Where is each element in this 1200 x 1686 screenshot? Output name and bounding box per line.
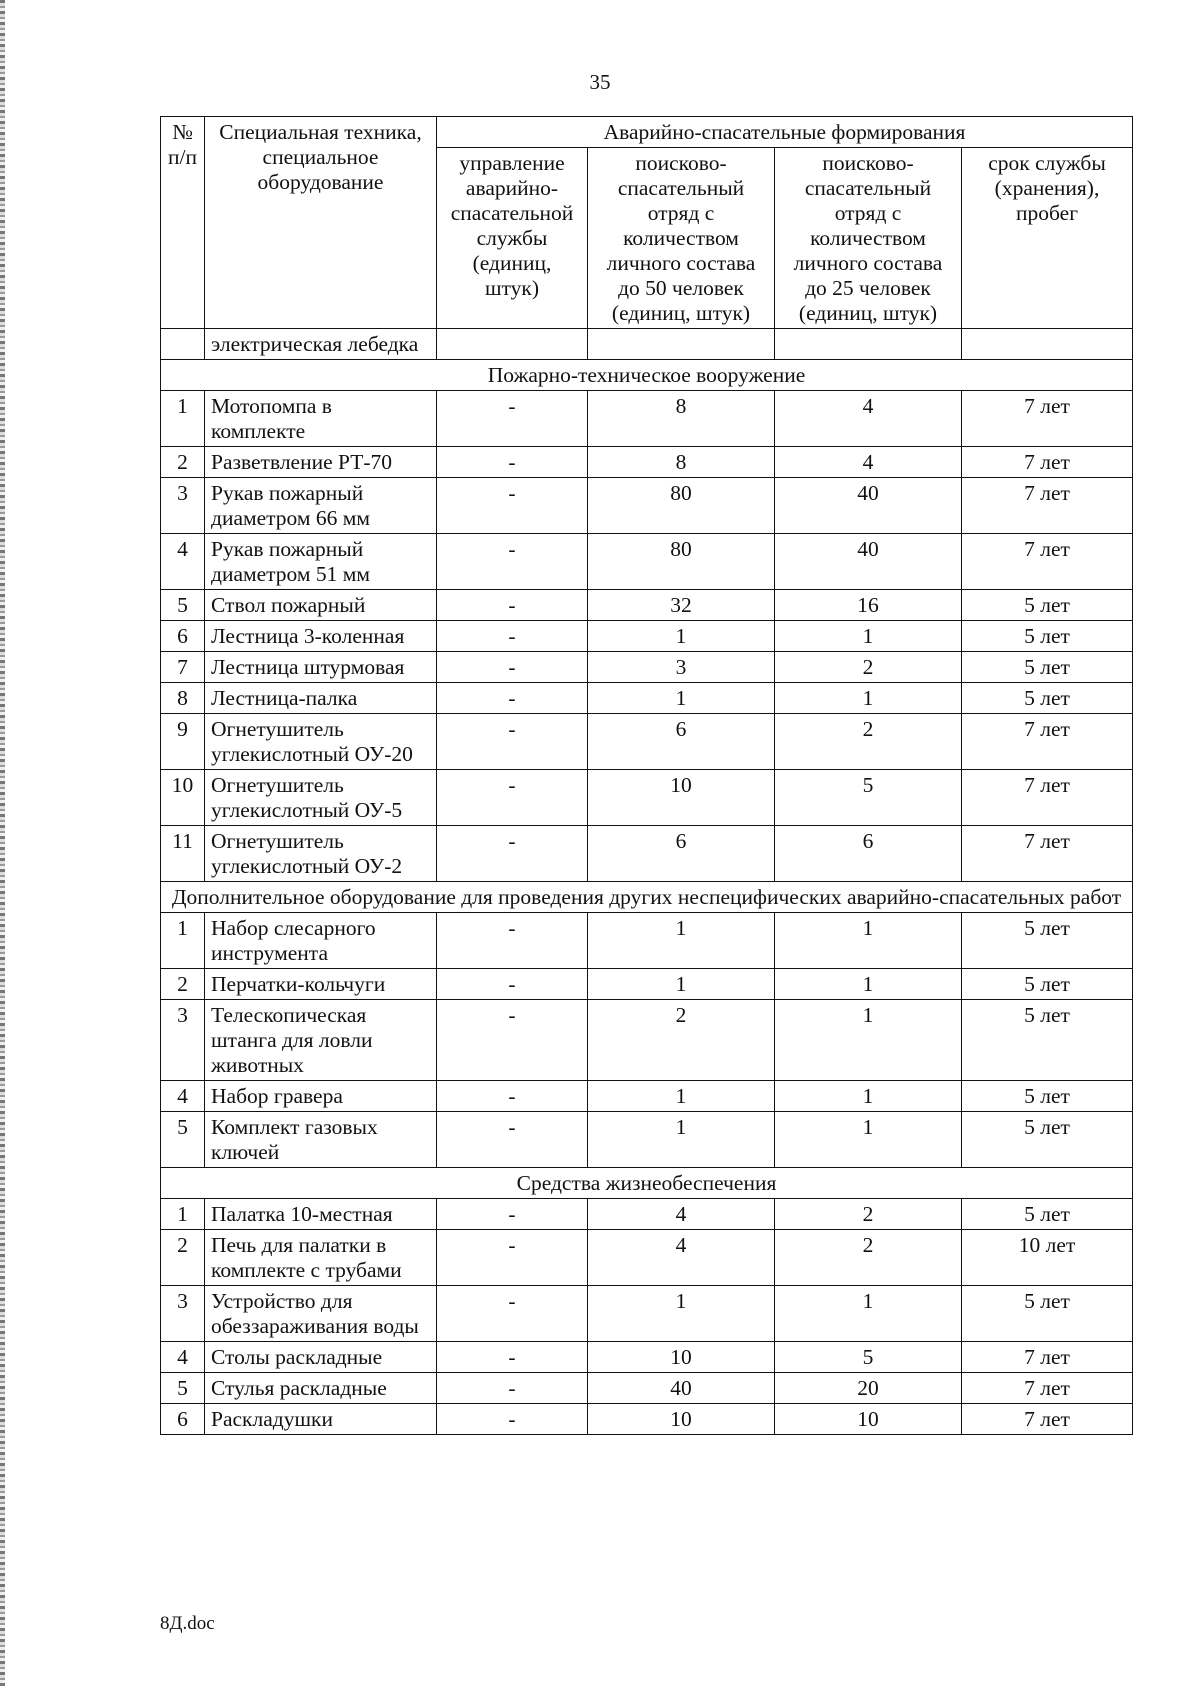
row-squad-50: 40	[588, 1373, 775, 1404]
table-row	[161, 447, 1133, 478]
section-row	[161, 360, 1133, 391]
row-management: -	[437, 1404, 588, 1435]
header-row	[161, 117, 1133, 148]
row-squad-25: 2	[775, 1230, 962, 1286]
row-name: Телескопическая штанга для ловли животных	[205, 1000, 437, 1081]
header-management: управление аварийно-спасательной службы (единиц, штук)	[437, 148, 588, 329]
row-squad-25: 2	[775, 652, 962, 683]
row-squad-25: 1	[775, 1286, 962, 1342]
table-row	[161, 534, 1133, 590]
row-service-life: 7 лет	[962, 826, 1133, 882]
row-management: -	[437, 1373, 588, 1404]
row-management: -	[437, 621, 588, 652]
row-squad-25: 16	[775, 590, 962, 621]
row-management: -	[437, 1199, 588, 1230]
row-squad-50: 2	[588, 1000, 775, 1081]
row-number: 3	[161, 1286, 205, 1342]
scan-edge	[0, 0, 5, 1686]
row-name: Рукав пожарный диаметром 66 мм	[205, 478, 437, 534]
continuation-life	[962, 329, 1133, 360]
row-management: -	[437, 1342, 588, 1373]
table-row	[161, 1112, 1133, 1168]
row-squad-50: 4	[588, 1230, 775, 1286]
table-row	[161, 683, 1133, 714]
row-squad-50: 4	[588, 1199, 775, 1230]
row-squad-50: 10	[588, 1342, 775, 1373]
row-squad-50: 8	[588, 391, 775, 447]
row-squad-25: 1	[775, 969, 962, 1000]
row-squad-25: 5	[775, 770, 962, 826]
row-service-life: 7 лет	[962, 478, 1133, 534]
row-service-life: 7 лет	[962, 534, 1133, 590]
row-number: 2	[161, 447, 205, 478]
row-service-life: 5 лет	[962, 1081, 1133, 1112]
table-row	[161, 621, 1133, 652]
row-name: Печь для палатки в комплекте с трубами	[205, 1230, 437, 1286]
row-number: 9	[161, 714, 205, 770]
section-row	[161, 882, 1133, 913]
row-name: Огнетушитель углекислотный ОУ-5	[205, 770, 437, 826]
row-squad-50: 6	[588, 714, 775, 770]
row-squad-25: 1	[775, 683, 962, 714]
row-number: 5	[161, 590, 205, 621]
row-management: -	[437, 714, 588, 770]
table-row	[161, 913, 1133, 969]
row-name: Мотопомпа в комплекте	[205, 391, 437, 447]
row-number: 2	[161, 969, 205, 1000]
row-name: Набор слесарного инструмента	[205, 913, 437, 969]
row-name: Ствол пожарный	[205, 590, 437, 621]
table-row	[161, 1000, 1133, 1081]
row-number: 3	[161, 1000, 205, 1081]
table-row	[161, 770, 1133, 826]
table-row	[161, 1404, 1133, 1435]
header-num: № п/п	[161, 117, 205, 329]
row-squad-50: 1	[588, 683, 775, 714]
table-row	[161, 590, 1133, 621]
row-service-life: 5 лет	[962, 913, 1133, 969]
continuation-s25	[775, 329, 962, 360]
row-squad-25: 40	[775, 534, 962, 590]
table-row	[161, 1373, 1133, 1404]
row-name: Раскладушки	[205, 1404, 437, 1435]
row-squad-50: 10	[588, 770, 775, 826]
row-squad-25: 1	[775, 1000, 962, 1081]
row-name: Лестница 3-коленная	[205, 621, 437, 652]
row-squad-50: 1	[588, 1286, 775, 1342]
row-squad-25: 4	[775, 391, 962, 447]
row-number: 6	[161, 621, 205, 652]
row-squad-50: 10	[588, 1404, 775, 1435]
row-squad-25: 2	[775, 1199, 962, 1230]
continuation-s50	[588, 329, 775, 360]
row-management: -	[437, 447, 588, 478]
table-row	[161, 969, 1133, 1000]
row-management: -	[437, 1230, 588, 1286]
table-row	[161, 478, 1133, 534]
row-number: 10	[161, 770, 205, 826]
row-number: 4	[161, 1342, 205, 1373]
row-service-life: 5 лет	[962, 1286, 1133, 1342]
row-service-life: 5 лет	[962, 590, 1133, 621]
row-service-life: 7 лет	[962, 1373, 1133, 1404]
table-row	[161, 826, 1133, 882]
row-service-life: 7 лет	[962, 447, 1133, 478]
header-service-life: срок службы (хранения), пробег	[962, 148, 1133, 329]
row-name: Устройство для обеззараживания воды	[205, 1286, 437, 1342]
row-management: -	[437, 913, 588, 969]
row-squad-25: 1	[775, 621, 962, 652]
row-service-life: 5 лет	[962, 969, 1133, 1000]
table-row	[161, 714, 1133, 770]
row-management: -	[437, 1112, 588, 1168]
row-management: -	[437, 1081, 588, 1112]
header-squad-25: поисково-спасательный отряд с количеством личного состава до 25 человек (единиц, штук)	[775, 148, 962, 329]
row-name: Перчатки-кольчуги	[205, 969, 437, 1000]
row-squad-50: 32	[588, 590, 775, 621]
section-title: Пожарно-техническое вооружение	[161, 360, 1133, 391]
row-squad-25: 20	[775, 1373, 962, 1404]
row-management: -	[437, 1286, 588, 1342]
row-name: Огнетушитель углекислотный ОУ-20	[205, 714, 437, 770]
row-service-life: 5 лет	[962, 1112, 1133, 1168]
row-squad-50: 80	[588, 534, 775, 590]
row-number: 6	[161, 1404, 205, 1435]
section-row	[161, 1168, 1133, 1199]
table-body	[161, 117, 1133, 1435]
row-number: 1	[161, 1199, 205, 1230]
row-service-life: 5 лет	[962, 621, 1133, 652]
row-management: -	[437, 534, 588, 590]
row-name: Комплект газовых ключей	[205, 1112, 437, 1168]
row-service-life: 5 лет	[962, 652, 1133, 683]
row-name: Разветвление РТ-70	[205, 447, 437, 478]
row-squad-25: 6	[775, 826, 962, 882]
continuation-name: электрическая лебедка	[205, 329, 437, 360]
table-row	[161, 1081, 1133, 1112]
row-service-life: 7 лет	[962, 391, 1133, 447]
row-squad-50: 1	[588, 1112, 775, 1168]
row-management: -	[437, 590, 588, 621]
row-management: -	[437, 652, 588, 683]
row-squad-25: 1	[775, 1081, 962, 1112]
section-title: Дополнительное оборудование для проведения других неспецифических аварийно-спасательных работ	[161, 882, 1133, 913]
table-row	[161, 1230, 1133, 1286]
row-number: 4	[161, 534, 205, 590]
row-squad-25: 1	[775, 913, 962, 969]
row-name: Огнетушитель углекислотный ОУ-2	[205, 826, 437, 882]
row-management: -	[437, 683, 588, 714]
table-row	[161, 1199, 1133, 1230]
header-group: Аварийно-спасательные формирования	[437, 117, 1133, 148]
row-service-life: 10 лет	[962, 1230, 1133, 1286]
row-number: 4	[161, 1081, 205, 1112]
section-title: Средства жизнеобеспечения	[161, 1168, 1133, 1199]
continuation-row	[161, 329, 1133, 360]
row-service-life: 7 лет	[962, 714, 1133, 770]
row-management: -	[437, 826, 588, 882]
table-row	[161, 652, 1133, 683]
row-service-life: 5 лет	[962, 683, 1133, 714]
row-squad-50: 80	[588, 478, 775, 534]
page-number: 35	[589, 70, 611, 94]
equipment-table	[160, 116, 1133, 1435]
row-squad-50: 1	[588, 969, 775, 1000]
row-number: 5	[161, 1373, 205, 1404]
row-name: Стулья раскладные	[205, 1373, 437, 1404]
row-squad-50: 6	[588, 826, 775, 882]
row-squad-25: 40	[775, 478, 962, 534]
row-management: -	[437, 1000, 588, 1081]
row-squad-25: 2	[775, 714, 962, 770]
row-squad-25: 1	[775, 1112, 962, 1168]
row-number: 2	[161, 1230, 205, 1286]
row-number: 8	[161, 683, 205, 714]
row-management: -	[437, 770, 588, 826]
continuation-mgmt	[437, 329, 588, 360]
row-service-life: 7 лет	[962, 1342, 1133, 1373]
continuation-num	[161, 329, 205, 360]
row-number: 7	[161, 652, 205, 683]
header-equipment: Специальная техника, специальное оборудование	[205, 117, 437, 329]
row-squad-25: 5	[775, 1342, 962, 1373]
row-number: 5	[161, 1112, 205, 1168]
table-row	[161, 391, 1133, 447]
row-number: 11	[161, 826, 205, 882]
row-name: Набор гравера	[205, 1081, 437, 1112]
row-number: 1	[161, 391, 205, 447]
row-number: 1	[161, 913, 205, 969]
row-name: Лестница-палка	[205, 683, 437, 714]
row-management: -	[437, 478, 588, 534]
row-squad-50: 1	[588, 913, 775, 969]
row-service-life: 7 лет	[962, 770, 1133, 826]
row-squad-50: 8	[588, 447, 775, 478]
row-name: Лестница штурмовая	[205, 652, 437, 683]
row-management: -	[437, 391, 588, 447]
row-service-life: 7 лет	[962, 1404, 1133, 1435]
row-squad-50: 3	[588, 652, 775, 683]
row-number: 3	[161, 478, 205, 534]
row-name: Рукав пожарный диаметром 51 мм	[205, 534, 437, 590]
footer-filename: 8Д.doc	[160, 1613, 215, 1634]
row-service-life: 5 лет	[962, 1000, 1133, 1081]
row-squad-50: 1	[588, 621, 775, 652]
row-squad-25: 10	[775, 1404, 962, 1435]
row-service-life: 5 лет	[962, 1199, 1133, 1230]
header-squad-50: поисково-спасательный отряд с количеством личного состава до 50 человек (единиц, штук)	[588, 148, 775, 329]
table-row	[161, 1342, 1133, 1373]
row-management: -	[437, 969, 588, 1000]
row-squad-50: 1	[588, 1081, 775, 1112]
row-name: Столы раскладные	[205, 1342, 437, 1373]
row-squad-25: 4	[775, 447, 962, 478]
table-row	[161, 1286, 1133, 1342]
row-name: Палатка 10-местная	[205, 1199, 437, 1230]
